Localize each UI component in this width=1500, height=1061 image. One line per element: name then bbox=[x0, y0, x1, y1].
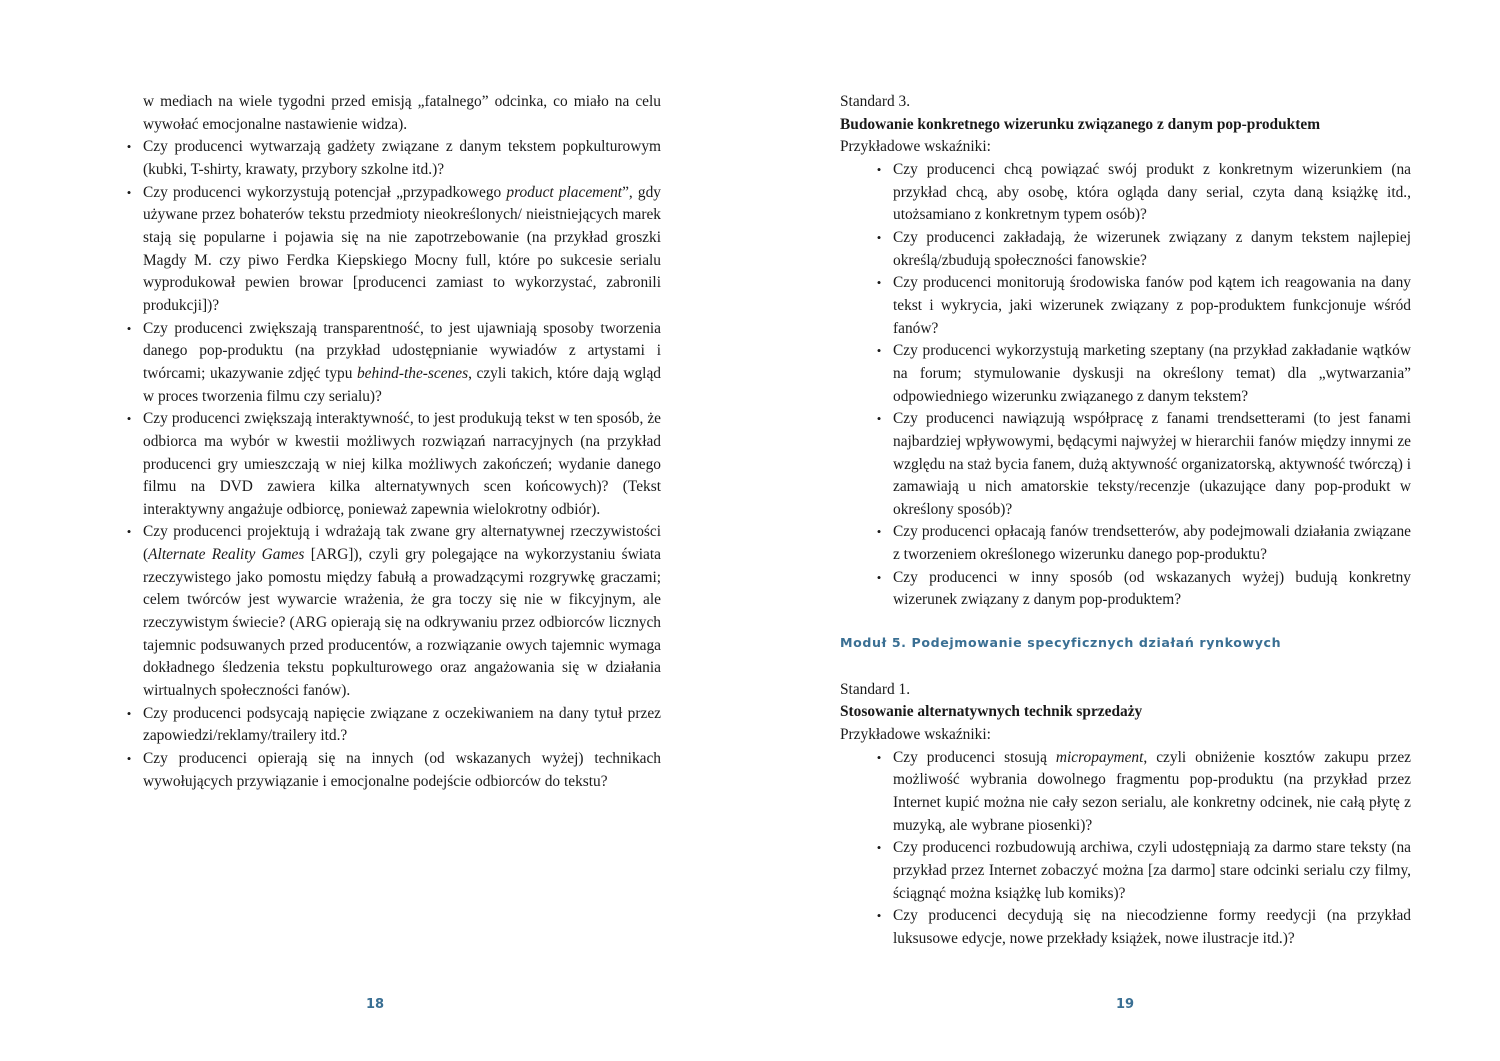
bullet-icon: • bbox=[876, 343, 882, 359]
standard-3-title: Budowanie konkretnego wizerunku związanego z danym pop-produktem bbox=[840, 115, 1321, 133]
bullet-icon: • bbox=[126, 139, 132, 155]
list-item: • Czy producenci projektują i wdrażają tak zwane gry alternatywnej rzeczywistości (Alternate Reality Games [ARG]), czyli gry polegające na wykorzystaniu świata rzeczywistego jako pomostu między fabułą a prowadzącymi rozgrywkę graczami; celem twórców jest wywarcie wrażenia, że gra toczy się nie w fikcyjnym, ale rzeczywistym świecie? (ARG opierają się na odkrywaniu przez odbiorców licznych tajemnic podsuwanych przed producentów, a rozwiązanie owych tajemnic wymaga dokładnego śledzenia tekstu popkulturowego oraz angażowania się w działania wirtualnych społeczności fanów). bbox=[143, 521, 661, 702]
right-page bbox=[750, 0, 1500, 1061]
list-item: • Czy producenci monitorują środowiska fanów pod kątem ich reagowania na dany tekst i wykrycia, jaki wizerunek związany z pop-produktem funkcjonuje wśród fanów? bbox=[893, 272, 1411, 340]
left-lead-paragraph: w mediach na wiele tygodni przed emisją „fatalnego” odcinka, co miało na celu wywołać emocjonalne nastawienie widza). bbox=[143, 93, 661, 133]
list-item: • Czy producenci wykorzystują potencjał „przypadkowego product placement”, gdy używane przez bohaterów tekstu przedmioty nieokreślonych/ nieistniejących marek stają się popularne i pojawia się na nie zapotrzebowanie (na przykład groszki Magdy M. czy piwo Ferdka Kiepskiego Mocny full, które po sukcesie serialu wyprodukował pewien browar [producenci zamiast to wykorzystać, zabronili produkcji])? bbox=[143, 182, 661, 318]
indicators-label: Przykładowe wskaźniki: bbox=[840, 138, 991, 156]
standard-3-bullet-list bbox=[840, 159, 1411, 612]
right-page-text bbox=[840, 91, 1411, 951]
bullet-icon: • bbox=[876, 161, 882, 177]
bullet-icon: • bbox=[126, 705, 132, 721]
left-bullet-list bbox=[126, 136, 661, 793]
module-heading: Moduł 5. Podejmowanie specyficznych działań rynkowych bbox=[840, 635, 1282, 651]
bullet-icon: • bbox=[876, 275, 882, 291]
bullet-icon: • bbox=[876, 569, 882, 585]
indicators-label: Przykładowe wskaźniki: bbox=[840, 726, 991, 744]
bullet-icon: • bbox=[876, 411, 882, 427]
list-item: • Czy producenci opłacają fanów trendsetterów, aby podejmowali działania związane z tworzeniem określonego wizerunku danego pop-produktu? bbox=[893, 521, 1411, 566]
standard-3-label: Standard 3. bbox=[840, 93, 911, 110]
left-page-text bbox=[126, 91, 661, 793]
bullet-icon: • bbox=[876, 749, 882, 765]
list-item: • Czy producenci rozbudowują archiwa, czyli udostępniają za darmo stare teksty (na przykład przez Internet zobaczyć można [za darmo] stare odcinki serialu czy filmy, ściągnąć można książkę lub komiks)? bbox=[893, 837, 1411, 905]
list-item: • Czy producenci w inny sposób (od wskazanych wyżej) budują konkretny wizerunek związany z danym pop-produktem? bbox=[893, 567, 1411, 612]
list-item: • Czy producenci chcą powiązać swój produkt z konkretnym wizerunkiem (na przykład chcą, aby osobę, która ogląda dany serial, czyta daną książkę itd., utożsamiano z konkretnym typem osób)? bbox=[893, 159, 1411, 227]
bullet-icon: • bbox=[876, 229, 882, 245]
page-number-left: 18 bbox=[365, 997, 385, 1012]
list-item: • Czy producenci opierają się na innych (od wskazanych wyżej) technikach wywołujących przywiązanie i emocjonalne podejście odbiorców do tekstu? bbox=[143, 748, 661, 793]
list-item: • Czy producenci zwiększają transparentność, to jest ujawniają sposoby tworzenia danego pop-produktu (na przykład udostępnianie wywiadów z artystami i twórcami; ukazywanie zdjęć typu behind-the-scenes, czyli takich, które dają wgląd w proces tworzenia filmu czy serialu)? bbox=[143, 318, 661, 409]
bullet-icon: • bbox=[126, 320, 132, 336]
standard-1-title: Stosowanie alternatywnych technik sprzedaży bbox=[840, 703, 1143, 721]
list-item: • Czy producenci stosują micropayment, czyli obniżenie kosztów zakupu przez możliwość wybrania dowolnego fragmentu pop-produktu (na przykład przez Internet kupić można nie cały sezon serialu, ale konkretny odcinek, nie całą płytę z muzyką, ale wybrane piosenki)? bbox=[893, 747, 1411, 838]
list-item: • Czy producenci zwiększają interaktywność, to jest produkują tekst w ten sposób, że odbiorca ma wybór w kwestii możliwych rozwiązań narracyjnych (na przykład producenci gry umieszczają w niej kilka możliwych zakończeń; wydanie danego filmu na DVD zawiera kilka alternatywnych scen końcowych)? (Tekst interaktywny angażuje odbiorcę, ponieważ zapewnia wielokrotny odbiór). bbox=[143, 408, 661, 521]
bullet-icon: • bbox=[126, 524, 132, 540]
list-item: • Czy producenci zakładają, że wizerunek związany z danym tekstem najlepiej określą/zbudują społeczności fanowskie? bbox=[893, 227, 1411, 272]
page-number-right: 19 bbox=[1115, 997, 1135, 1012]
bullet-icon: • bbox=[876, 840, 882, 856]
list-item: • Czy producenci wytwarzają gadżety związane z danym tekstem popkulturowym (kubki, T-shirty, krawaty, przybory szkolne itd.)? bbox=[143, 136, 661, 181]
bullet-icon: • bbox=[126, 184, 132, 200]
bullet-icon: • bbox=[126, 751, 132, 767]
bullet-icon: • bbox=[876, 524, 882, 540]
bullet-icon: • bbox=[876, 908, 882, 924]
standard-1-bullet-list bbox=[840, 747, 1411, 951]
list-item: • Czy producenci podsycają napięcie związane z oczekiwaniem na dany tytuł przez zapowiedzi/reklamy/trailery itd.? bbox=[143, 703, 661, 748]
list-item: • Czy producenci wykorzystują marketing szeptany (na przykład zakładanie wątków na forum; stymulowanie dyskusji na określony temat) dla „wytwarzania” odpowiedniego wizerunku związanego z danym tekstem? bbox=[893, 340, 1411, 408]
standard-1-label: Standard 1. bbox=[840, 680, 911, 698]
list-item: • Czy producenci decydują się na niecodzienne formy reedycji (na przykład luksusowe edycje, nowe przekłady książek, nowe ilustracje itd.)? bbox=[893, 905, 1411, 950]
list-item: • Czy producenci nawiązują współpracę z fanami trendsetterami (to jest fanami najbardziej wpływowymi, będącymi najwyżej w hierarchii fanów między innymi ze względu na staż bycia fanem, dużą aktywność organizatorską, aktywność twórczą) i zamawiają u nich amatorskie teksty/recenzje (ukazujące dany pop-produkt w określony sposób)? bbox=[893, 408, 1411, 521]
bullet-icon: • bbox=[126, 411, 132, 427]
